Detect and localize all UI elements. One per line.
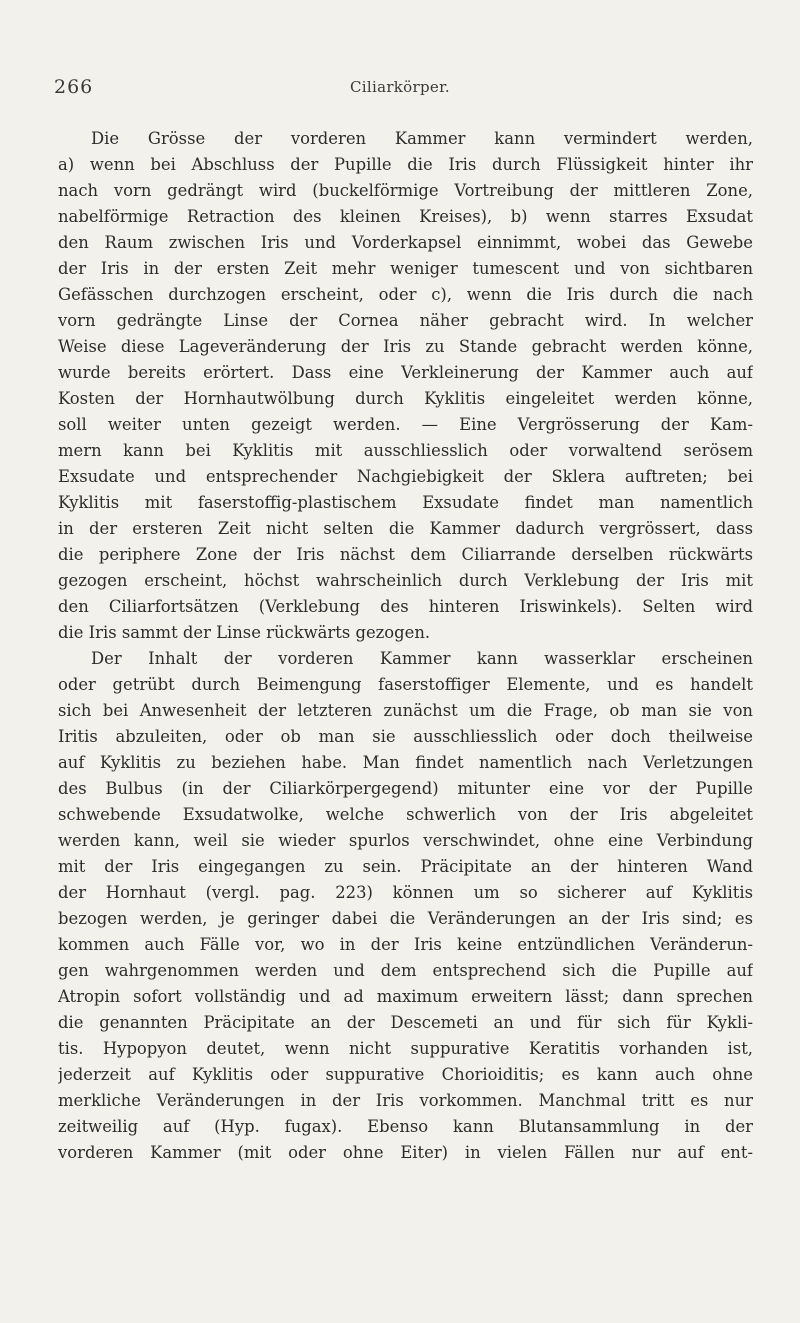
text-line: schwebende Exsudatwolke, welche schwerlich von der Iris abgeleitet	[58, 805, 753, 824]
text-line: der Iris in der ersten Zeit mehr weniger tumescent und von sichtbaren	[58, 259, 753, 278]
text-line: Der Inhalt der vorderen Kammer kann wasserklar erscheinen	[91, 649, 753, 668]
running-title: Ciliarkörper.	[350, 78, 450, 96]
text-line: Die Grösse der vorderen Kammer kann vermindert werden,	[91, 129, 753, 148]
text-line: vorn gedrängte Linse der Cornea näher gebracht wird. In welcher	[58, 311, 753, 330]
text-line: jederzeit auf Kyklitis oder suppurative Chorioiditis; es kann auch ohne	[58, 1065, 753, 1084]
text-line: a) wenn bei Abschluss der Pupille die Iris durch Flüssigkeit hinter ihr	[58, 155, 753, 174]
text-line: Weise diese Lageveränderung der Iris zu Stande gebracht werden könne,	[58, 337, 753, 356]
text-line: des Bulbus (in der Ciliarkörpergegend) mitunter eine vor der Pupille	[58, 779, 753, 798]
page-number: 266	[54, 76, 94, 98]
text-line: merkliche Veränderungen in der Iris vorkommen. Manchmal tritt es nur	[58, 1091, 753, 1110]
text-line: gen wahrgenommen werden und dem entsprechend sich die Pupille auf	[58, 961, 753, 980]
text-line: Gefässchen durchzogen erscheint, oder c), wenn die Iris durch die nach	[58, 285, 753, 304]
text-line: Exsudate und entsprechender Nachgiebigkeit der Sklera auftreten; bei	[58, 467, 753, 486]
text-line: die periphere Zone der Iris nächst dem Ciliarrande derselben rückwärts	[58, 545, 753, 564]
text-line: vorderen Kammer (mit oder ohne Eiter) in vielen Fällen nur auf ent-	[58, 1143, 753, 1162]
text-line: gezogen erscheint, höchst wahrscheinlich durch Verklebung der Iris mit	[58, 571, 753, 590]
text-line: den Ciliarfortsätzen (Verklebung des hinteren Iriswinkels). Selten wird	[58, 597, 753, 616]
text-line: Kyklitis mit faserstoffig-plastischem Exsudate findet man namentlich	[58, 493, 753, 512]
text-line: den Raum zwischen Iris und Vorderkapsel einnimmt, wobei das Gewebe	[58, 233, 753, 252]
text-line: tis. Hypopyon deutet, wenn nicht suppurative Keratitis vorhanden ist,	[58, 1039, 753, 1058]
text-line: Kosten der Hornhautwölbung durch Kyklitis eingeleitet werden könne,	[58, 389, 753, 408]
text-line: Atropin sofort vollständig und ad maximum erweitern lässt; dann sprechen	[58, 987, 753, 1006]
text-line: wurde bereits erörtert. Dass eine Verkleinerung der Kammer auch auf	[58, 363, 753, 382]
text-line: sich bei Anwesenheit der letzteren zunächst um die Frage, ob man sie von	[58, 701, 753, 720]
text-line: oder getrübt durch Beimengung faserstoffiger Elemente, und es handelt	[58, 675, 753, 694]
text-line: der Hornhaut (vergl. pag. 223) können um so sicherer auf Kyklitis	[58, 883, 753, 902]
text-line: mern kann bei Kyklitis mit ausschliesslich oder vorwaltend serösem	[58, 441, 753, 460]
text-line: nabelförmige Retraction des kleinen Kreises), b) wenn starres Exsudat	[58, 207, 753, 226]
text-line: mit der Iris eingegangen zu sein. Präcipitate an der hinteren Wand	[58, 857, 753, 876]
text-line: werden kann, weil sie wieder spurlos verschwindet, ohne eine Verbindung	[58, 831, 753, 850]
text-line: die genannten Präcipitate an der Descemeti an und für sich für Kykli-	[58, 1013, 753, 1032]
text-line: in der ersteren Zeit nicht selten die Kammer dadurch vergrössert, dass	[58, 519, 753, 538]
text-line: die Iris sammt der Linse rückwärts gezogen.	[58, 623, 431, 642]
text-line: Iritis abzuleiten, oder ob man sie ausschliesslich oder doch theilweise	[58, 727, 753, 746]
text-line: kommen auch Fälle vor, wo in der Iris keine entzündlichen Veränderun-	[58, 935, 753, 954]
text-line: auf Kyklitis zu beziehen habe. Man findet namentlich nach Verletzungen	[58, 753, 753, 772]
text-line: soll weiter unten gezeigt werden. — Eine Vergrösserung der Kam-	[58, 415, 753, 434]
text-line: zeitweilig auf (Hyp. fugax). Ebenso kann Blutansammlung in der	[58, 1117, 753, 1136]
text-line: nach vorn gedrängt wird (buckelförmige Vortreibung der mittleren Zone,	[58, 181, 753, 200]
text-line: bezogen werden, je geringer dabei die Veränderungen an der Iris sind; es	[58, 909, 753, 928]
